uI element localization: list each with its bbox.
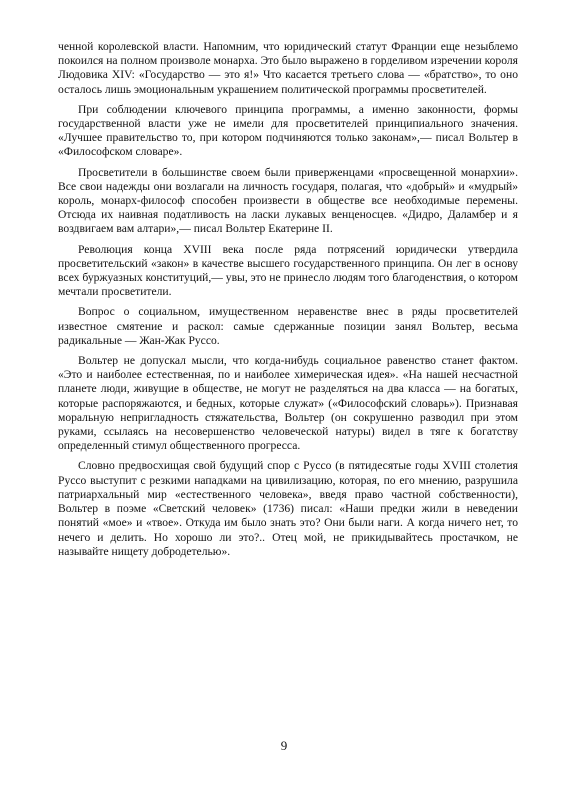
paragraph-3: Просветители в большинстве своем были приверженцами «просвещенной монархии». Все свои надежды они возлагали на личность государя, полагая, что «добрый» и «мудрый» король, монарх-философ способен произвести в обществе все необходимые перемены. Отсюда их наивная податливость на ласки лукавых венценосцев. «Дидро, Даламбер и я воздвигаем вам алтари»,— писал Вольтер Екатерине II.	[58, 165, 518, 236]
paragraph-1: ченной королевской власти. Напомним, что юридический статут Франции еще незыблемо покоился на полном произволе монарха. Это было выражено в горделивом изречении короля Людовика XIV: «Государство — это я!» Что касается третьего слова — «братство», то оно осталось лишь эмоциональным украшением политической программы просветителей.	[58, 40, 518, 96]
paragraph-5: Вопрос о социальном, имущественном неравенстве внес в ряды просветителей известное смятение и раскол: самые сдержанные позиции занял Вольтер, весьма радикальные — Жан-Жак Руссо.	[58, 305, 518, 347]
body-text	[58, 40, 518, 559]
paragraph-2: При соблюдении ключевого принципа программы, а именно законности, формы государственной власти уже не имели для просветителей принципиального значения. «Лучшее правительство то, при котором подчиняются только законам»,— писал Вольтер в «Философском словаре».	[58, 102, 518, 159]
paragraph-4: Революция конца XVIII века после ряда потрясений юридически утвердила просветительский «закон» в качестве высшего государственного принципа. Он лег в основу всех буржуазных конституций,— увы, это не принесло людям того благоденствия, о котором мечтали просветители.	[58, 242, 518, 299]
paragraph-7: Словно предвосхищая свой будущий спор с Руссо (в пятидесятые годы XVIII столетия Руссо выступит с резкими нападками на цивилизацию, которая, по его мнению, разрушила патриархальный мир «естественного человека», введя право частной собственности), Вольтер в поэме «Светский человек» (1736) писал: «Наши предки жили в неведении понятий «мое» и «твое». Откуда им было знать это? Они были наги. А когда ничего нет, то нечего и делить. Но хорошо ли это?.. Отец мой, не прикидывайтесь простачком, не называйте нищету добродетелью».	[58, 459, 518, 558]
page-number: 9	[280, 738, 288, 753]
paragraph-6: Вольтер не допускал мысли, что когда-нибудь социальное равенство станет фактом. «Это и наиболее естественная, по и наиболее химерическая идея». «На нашей несчастной планете люди, живущие в обществе, не могут не разделяться на два класса — на богатых, которые распоряжаются, и бедных, которые служат» («Философский словарь»). Признавая моральную непригладность стяжательства, Вольтер (он сокрушенно разводил при этом руками, ссылаясь на несовершенство человеческой натуры) видел в тяге к богатству определенный стимул общественного прогресса.	[58, 354, 518, 453]
